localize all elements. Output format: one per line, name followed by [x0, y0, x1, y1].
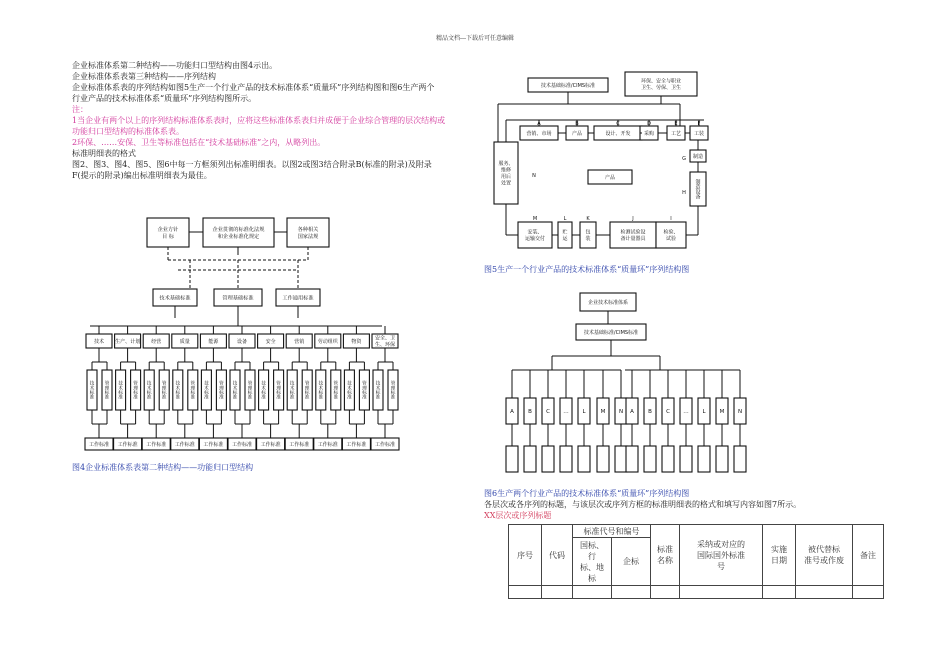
sequence-letter: A: [510, 409, 514, 416]
process-letter: M: [532, 215, 538, 222]
technical-standard-label: 技术标准: [232, 381, 238, 401]
management-standard-label: 管理标准: [161, 381, 167, 401]
sequence-letter: L: [702, 409, 706, 416]
col-header-code: 代码: [542, 525, 573, 586]
process-label: 检验、试验: [663, 229, 679, 243]
regulation-box-label: 各种相关国家法规: [297, 227, 319, 240]
figure-5-caption: 图5生产一个行业产品的技术标准体系“质量环”序列结构图: [484, 265, 690, 274]
process-letter: A: [537, 120, 541, 127]
sequence-detail-box: [578, 446, 590, 472]
sequence-letter: …: [683, 409, 689, 416]
management-standard-label: 管理标准: [247, 381, 253, 401]
letter-N: N: [532, 172, 536, 179]
category-label: 生产、计划: [115, 338, 141, 345]
col-header-intl: 采纳或对应的 国际国外标准 号: [680, 525, 763, 586]
technical-standard-label: 技术标准: [89, 381, 95, 401]
category-label: 能源: [208, 338, 219, 345]
technical-standard-label: 技术标准: [204, 381, 209, 401]
technical-standard-label: 技术标准: [289, 381, 295, 401]
sequence-letter: B: [648, 409, 652, 416]
table-row: [509, 586, 884, 599]
management-standard-label: 管理标准: [276, 381, 281, 401]
work-standard-label: 工作标准: [346, 441, 367, 448]
category-label: 安全: [265, 338, 276, 345]
process-letter: E: [674, 120, 678, 127]
work-standard-label: 工作标准: [317, 441, 338, 448]
col-header-group: 标准代号和编号: [573, 525, 651, 538]
figure-4-caption: 图4企业标准体系表第二种结构——功能归口型结构: [72, 463, 254, 472]
technical-standard-label: 技术标准: [118, 381, 123, 401]
process-label: 制造设备: [695, 179, 701, 201]
process-letter: D: [647, 120, 651, 127]
process-letter: L: [563, 215, 567, 222]
paragraph: 各层次或各序列的标题，与该层次或序列方框的标准明细表的格式和填写内容如图7所示。: [484, 500, 802, 509]
col-header-enterprise: 企标: [612, 538, 651, 586]
section-heading: 企业标准体系表第三种结构——序列结构: [72, 72, 216, 81]
process-label: 检测试验设备计量器具: [620, 229, 646, 243]
cims-standard-label: 技术基础标准/CIMS标准: [540, 82, 596, 89]
management-standard-label: 管理标准: [304, 381, 310, 401]
process-label: 工艺: [670, 130, 682, 137]
process-letter: K: [586, 215, 590, 222]
paragraph: 行业产品的技术标准体系“质量环”序列结构图所示。: [72, 94, 257, 103]
page-header: 精品文档---下载后可任意编辑: [435, 35, 515, 42]
management-standard-label: 管理标准: [104, 381, 110, 401]
management-standard-label: 管理标准: [133, 381, 138, 401]
management-standard-label: 管理标准: [219, 381, 224, 401]
management-standard-label: 管理标准: [190, 381, 196, 401]
process-label: 贮运: [562, 229, 568, 243]
sequence-detail-box: [626, 446, 638, 472]
paragraph: F(提示的附录)编出标准明细表为最佳。: [72, 171, 212, 180]
process-letter: B: [575, 120, 579, 127]
sequence-letter: A: [630, 409, 634, 416]
sequence-detail-box: [524, 446, 536, 472]
category-label: 物资: [351, 338, 362, 345]
category-label: 营销: [294, 338, 305, 345]
sequence-letter: L: [582, 409, 586, 416]
work-standard-label: 工作标准: [289, 441, 310, 448]
work-standard-label: 工作标准: [374, 441, 396, 448]
col-header-seq: 序号: [509, 525, 542, 586]
service-label: 服务、维修用后处置: [498, 161, 514, 187]
paragraph: 企业标准体系第二种结构——功能归口型结构由图4示出。: [72, 61, 278, 70]
process-letter: F: [697, 120, 701, 127]
technical-standard-label: 技术标准: [347, 381, 352, 401]
note-text: 功能归口型结构的标准体系表。: [72, 127, 184, 136]
col-header-name: 标准 名称: [651, 525, 680, 586]
col-header-replaced: 被代替标 准号或作废: [796, 525, 853, 586]
management-standard-label: 管理标准: [333, 381, 339, 401]
sequence-detail-box: [680, 446, 692, 472]
note-label: 注：: [72, 105, 88, 114]
management-standard-label: 管理标准: [362, 381, 367, 401]
sequence-detail-box: [644, 446, 656, 472]
process-label: 包装: [585, 229, 591, 243]
foundation-standard-label: 技术基础标准: [159, 295, 191, 302]
process-letter: J: [632, 215, 634, 222]
process-label: 工装: [693, 130, 705, 137]
table-title: XX层次或序列标题: [484, 511, 552, 520]
regulation-box-label: 企业方针目 标: [157, 227, 179, 240]
sequence-letter: N: [737, 409, 743, 416]
technical-standard-label: 技术标准: [175, 381, 181, 401]
process-letter: I: [670, 215, 672, 222]
figure-6-caption: 图6生产两个行业产品的技术标准体系“质量环”序列结构图: [484, 489, 690, 498]
process-label: 营销、市场: [526, 130, 552, 137]
sequence-detail-box: [662, 446, 674, 472]
process-label: 安装、运输交付: [524, 229, 546, 243]
work-standard-label: 工作标准: [88, 441, 110, 448]
sequence-detail-box: [734, 446, 746, 472]
technical-standard-label: 技术标准: [318, 381, 324, 401]
sequence-letter: B: [528, 409, 532, 416]
technical-standard-label: 技术标准: [146, 381, 152, 401]
product-label: 产品: [604, 174, 616, 181]
sequence-letter: C: [546, 409, 550, 416]
category-label: 技术: [93, 338, 105, 345]
category-label: 劳动组织: [317, 338, 338, 345]
process-label: 制造: [692, 153, 704, 160]
col-header-national: 国标、 行 标、地 标: [573, 538, 612, 586]
work-standard-label: 工作标准: [231, 441, 253, 448]
technical-standard-label: 技术标准: [375, 381, 381, 401]
work-standard-label: 工作标准: [260, 441, 281, 448]
environment-label: 环保、安全与职业卫生、劳保、卫生: [640, 78, 682, 92]
cims-standard-label: 技术基础标准/CIMS标准: [583, 329, 639, 336]
col-header-date: 实施 日期: [763, 525, 796, 586]
paragraph: 企业标准体系表的序列结构如图5生产一个行业产品的技术标准体系“质量环”序列结构图和图6生产两个: [72, 83, 435, 92]
sequence-detail-box: [716, 446, 728, 472]
sequence-detail-box: [542, 446, 554, 472]
sequence-letter: N: [618, 409, 624, 416]
work-standard-label: 工作标准: [203, 441, 224, 448]
process-label: 产品: [571, 130, 583, 137]
note-text: 1当企业有两个以上的序列结构标准体系表时，应将这些标准体系表归并成便于企业综合管理的层次结构或: [72, 116, 446, 125]
technical-standard-label: 技术标准: [261, 381, 266, 401]
work-standard-label: 工作标准: [117, 441, 138, 448]
work-standard-label: 工作标准: [146, 441, 167, 448]
process-letter: C: [616, 120, 620, 127]
process-letter: G: [682, 155, 686, 162]
category-label: 设备: [236, 338, 248, 345]
process-label: 设计、开发: [605, 130, 631, 137]
paragraph: 图2、图3、图4、图5、图6中每一方框须列出标准明细表。以图2或图3结合附录B(标准的附录)及附录: [72, 160, 432, 169]
regulation-box-label: 企业贯彻的标准化法规和企业标准化规定: [212, 227, 265, 240]
sequence-letter: …: [563, 409, 569, 416]
category-label: 安全、卫生、环保: [374, 335, 396, 349]
sequence-detail-box: [560, 446, 572, 472]
sequence-detail-box: [698, 446, 710, 472]
note-text: 2环保、……安保、卫生等标准包括在“技术基础标准”之内，从略列出。: [72, 138, 326, 147]
sequence-letter: C: [666, 409, 670, 416]
section-heading: 标准明细表的格式: [72, 149, 136, 158]
category-label: 质量: [179, 338, 190, 345]
standard-detail-table: [508, 524, 884, 599]
category-label: 经营: [151, 338, 162, 345]
sequence-detail-box: [597, 446, 609, 472]
work-standard-label: 工作标准: [174, 441, 195, 448]
enterprise-standard-label: 企业技术标准体系: [587, 299, 629, 306]
management-standard-label: 管理标准: [390, 381, 396, 401]
sequence-letter: M: [719, 409, 725, 416]
foundation-standard-label: 管理基础标准: [222, 295, 254, 302]
sequence-detail-box: [615, 446, 627, 472]
sequence-detail-box: [506, 446, 518, 472]
process-letter: H: [682, 189, 686, 196]
process-label: 采购: [643, 130, 655, 137]
col-header-note: 备注: [853, 525, 884, 586]
sequence-letter: M: [600, 409, 606, 416]
foundation-standard-label: 工作通用标准: [282, 295, 314, 302]
